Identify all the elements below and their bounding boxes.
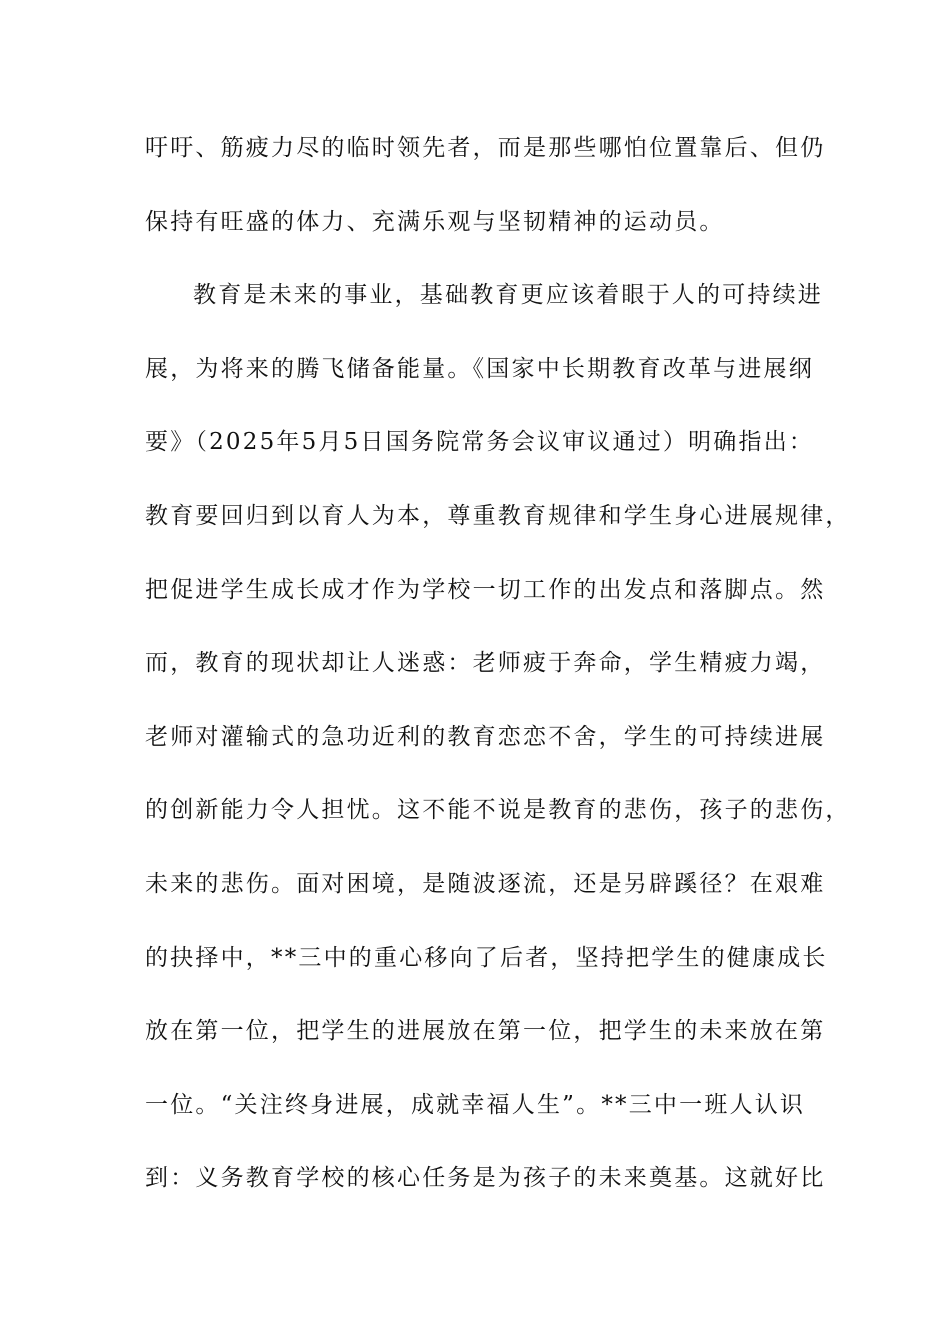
text-line: 把促进学生成长成才作为学校一切工作的出发点和落脚点。然 bbox=[145, 576, 826, 603]
text-line: 的抉择中，**三中的重心移向了后者，坚持把学生的健康成长 bbox=[145, 944, 828, 971]
text-line: 要》（2025年5月5日国务院常务会议审议通过）明确指出： bbox=[145, 429, 815, 456]
text-line: 展，为将来的腾飞储备能量。《国家中长期教育改革与进展纲 bbox=[145, 355, 814, 382]
text-line: 的创新能力令人担忧。这不能不说是教育的悲伤，孩子的悲伤， bbox=[145, 797, 851, 824]
text-line: 吁吁、筋疲力尽的临时领先者，而是那些哪怕位置靠后、但仍 bbox=[145, 135, 826, 161]
text-line: 教育要回归到以育人为本，尊重教育规律和学生身心进展规律， bbox=[145, 502, 851, 529]
text-line: 而，教育的现状却让人迷惑：老师疲于奔命，学生精疲力竭， bbox=[145, 650, 826, 677]
text-line: 放在第一位，把学生的进展放在第一位，把学生的未来放在第 bbox=[145, 1018, 826, 1045]
text-line: 未来的悲伤。面对困境，是随波逐流，还是另辟蹊径？在艰难 bbox=[145, 870, 826, 897]
text-line: 老师对灌输式的急功近利的教育恋恋不舍，学生的可持续进展 bbox=[145, 723, 826, 750]
text-line: 保持有旺盛的体力、充满乐观与坚韧精神的运动员。 bbox=[145, 208, 725, 235]
text-line: 到：义务教育学校的核心任务是为孩子的未来奠基。这就好比 bbox=[145, 1165, 826, 1192]
paragraph-start-line: 教育是未来的事业，基础教育更应该着眼于人的可持续进 bbox=[193, 282, 823, 309]
body-text bbox=[145, 124, 851, 1228]
text-line: 一位。“关注终身进展，成就幸福人生”。**三中一班人认识 bbox=[145, 1091, 806, 1118]
